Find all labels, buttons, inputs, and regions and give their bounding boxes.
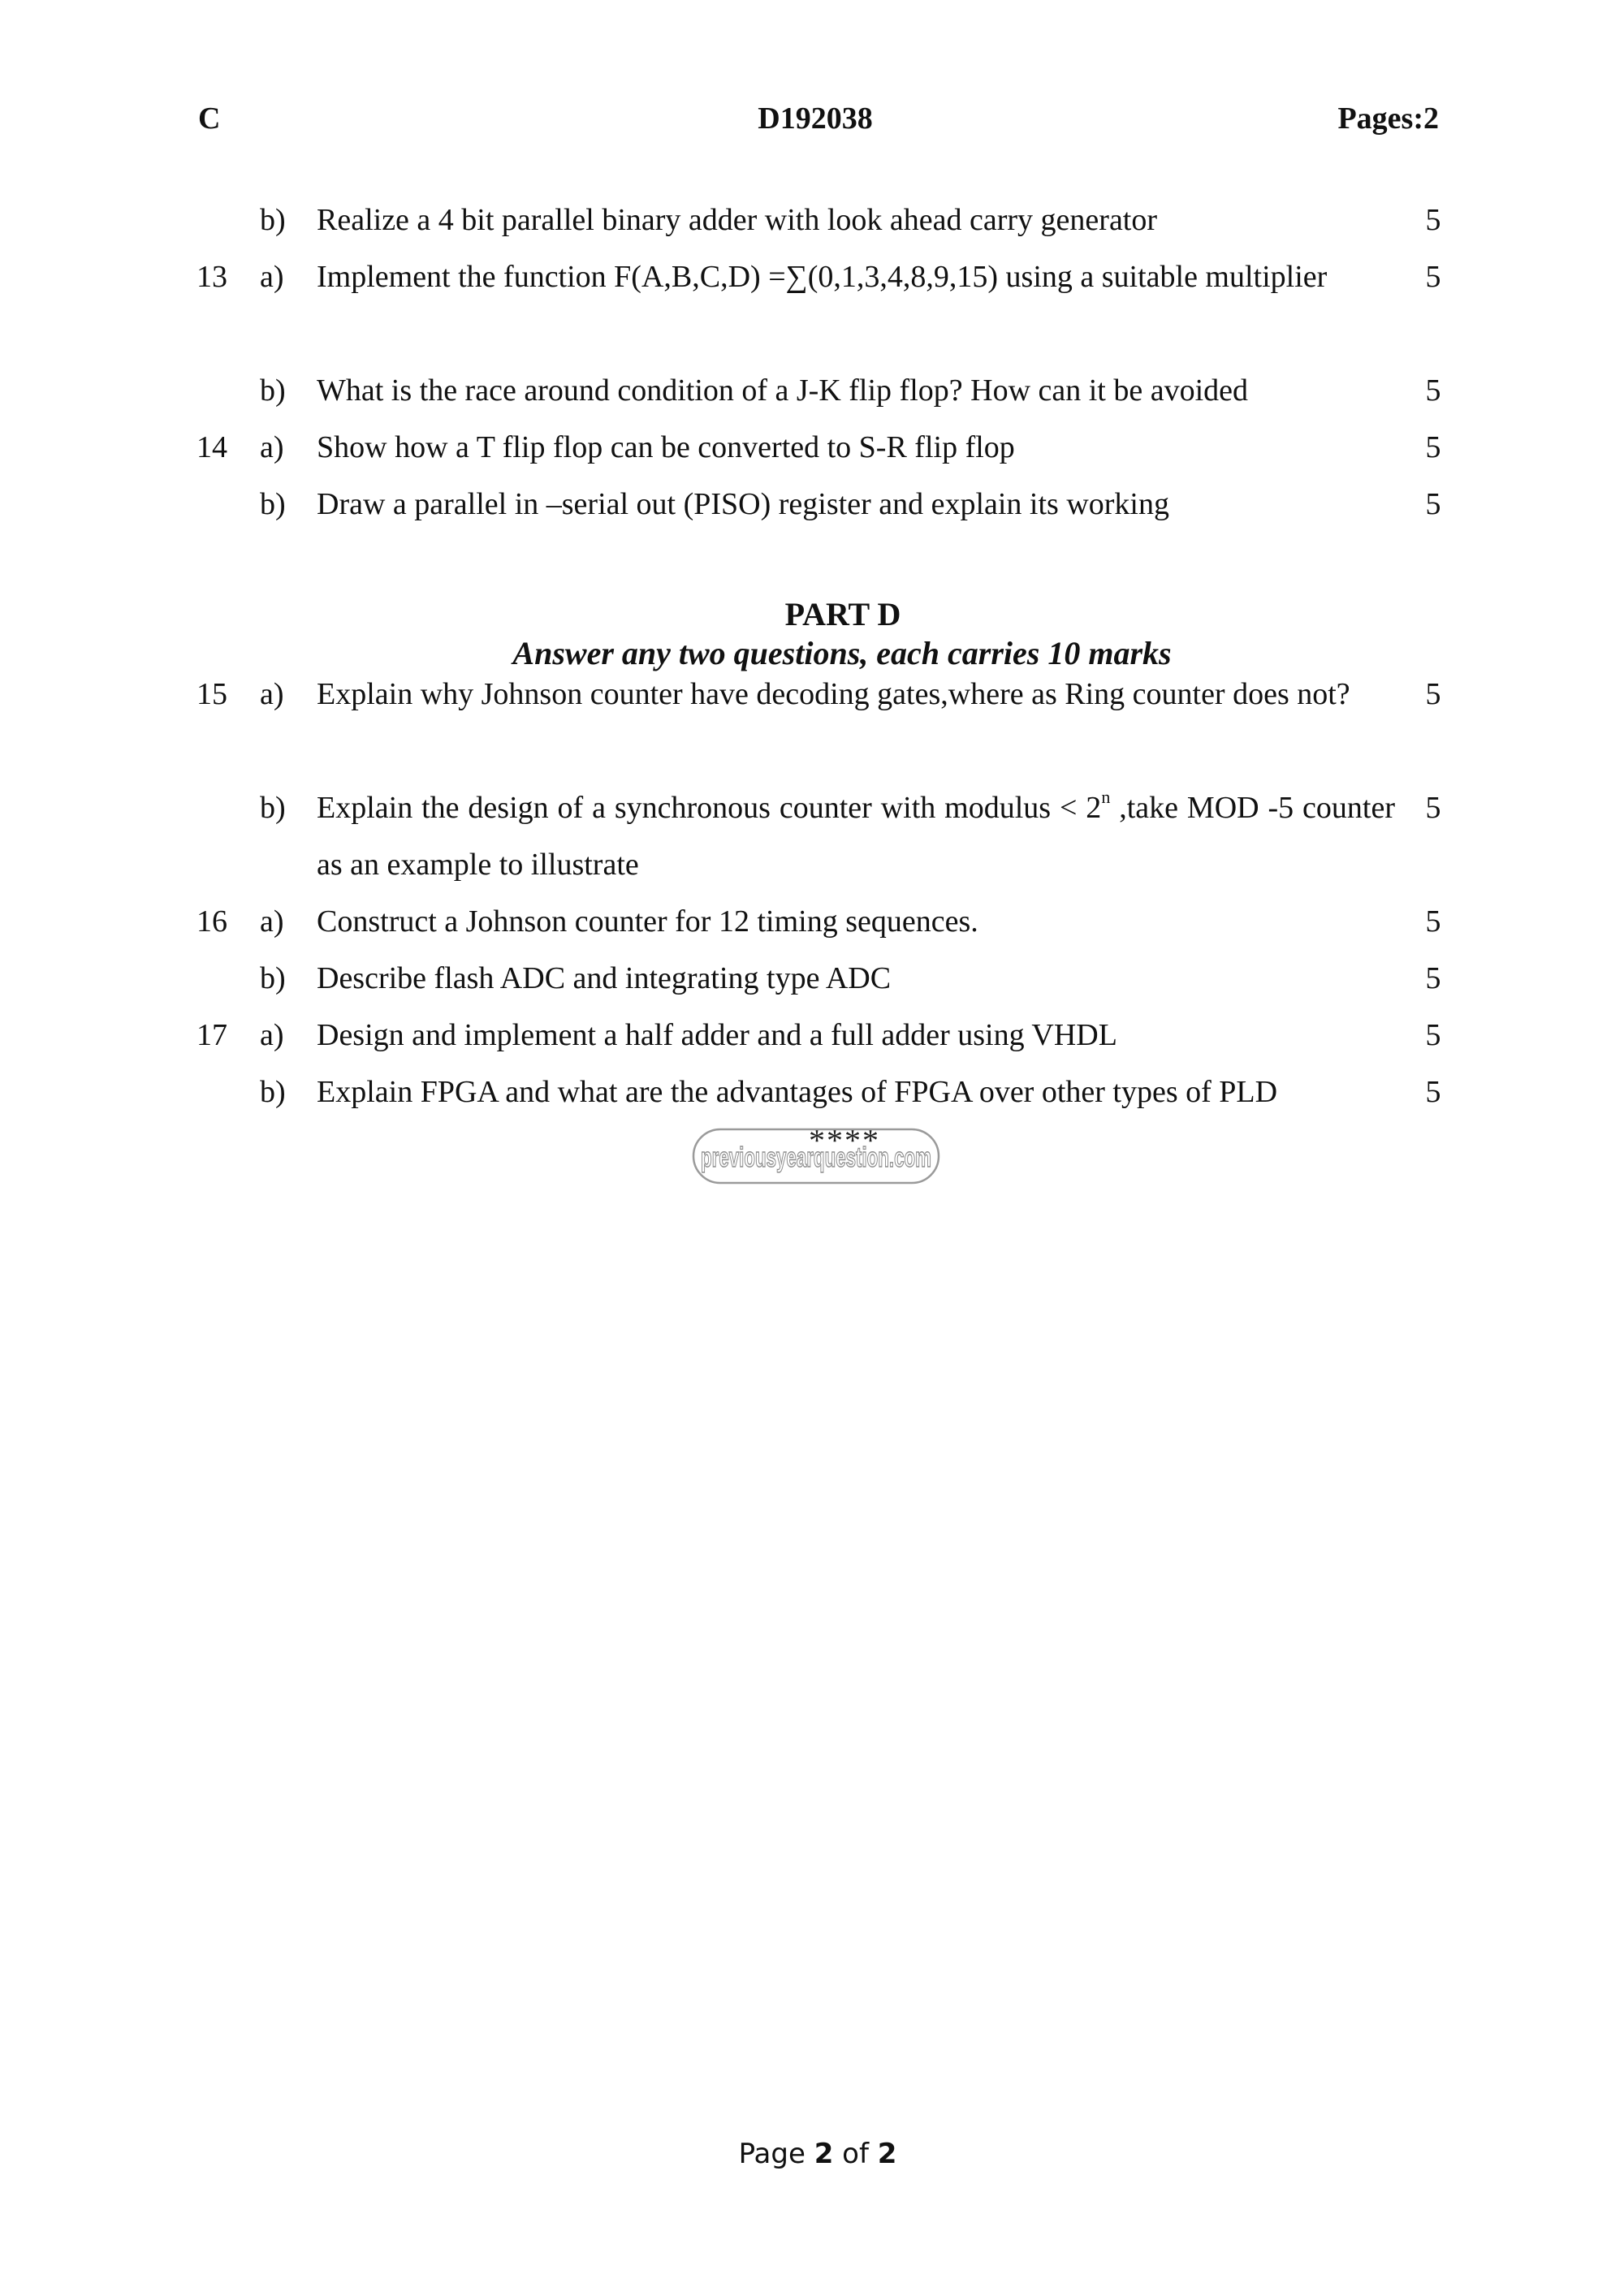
- question-part: a): [260, 430, 284, 464]
- question-part: b): [260, 1075, 286, 1109]
- question-text: [317, 779, 1395, 893]
- question-marks: 5: [1425, 904, 1441, 939]
- question-marks: 5: [1425, 1075, 1441, 1109]
- question-text: Implement the function F(A,B,C,D) =∑(0,1,3,4,8,9,15) using a suitable multiplier: [317, 260, 1328, 294]
- part-d-title: PART D: [784, 596, 901, 632]
- question-text: Realize a 4 bit parallel binary adder with look ahead carry generator: [317, 203, 1158, 237]
- question-marks: 5: [1425, 1018, 1441, 1052]
- question-marks: 5: [1425, 260, 1441, 294]
- question-number: 14: [197, 430, 227, 464]
- question-text: What is the race around condition of a J-K flip flop? How can it be avoided: [317, 373, 1249, 408]
- part-d-instruction: Answer any two questions, each carries 10 marks: [512, 635, 1172, 671]
- question-text-after: ,take MOD -5 counter as an example to illustrate: [317, 791, 1395, 882]
- question-text: Describe flash ADC and integrating type ADC: [317, 961, 892, 995]
- question-part: a): [260, 677, 284, 711]
- question-part: a): [260, 904, 284, 939]
- footer-prefix: Page: [738, 2138, 814, 2170]
- question-text: Show how a T flip flop can be converted to S-R flip flop: [317, 430, 1015, 464]
- question-part: a): [260, 260, 284, 294]
- question-part: b): [260, 203, 286, 237]
- header-section-letter: C: [198, 101, 221, 136]
- question-part: b): [260, 791, 286, 825]
- question-text: Explain FPGA and what are the advantages of FPGA over other types of PLD: [317, 1075, 1278, 1109]
- question-text: Explain why Johnson counter have decoding gates,where as Ring counter does not?: [317, 677, 1350, 711]
- question-marks: 5: [1425, 961, 1441, 995]
- question-part: b): [260, 487, 286, 521]
- question-marks: 5: [1425, 203, 1441, 237]
- page-footer: [0, 2134, 1624, 2174]
- superscript-n: n: [1101, 787, 1111, 807]
- question-part: b): [260, 961, 286, 995]
- question-number: 13: [197, 260, 227, 294]
- question-marks: 5: [1425, 487, 1441, 521]
- question-part: a): [260, 1018, 284, 1052]
- question-marks: 5: [1425, 373, 1441, 408]
- watermark-logo: [692, 1118, 940, 1194]
- footer-middle: of: [833, 2138, 878, 2170]
- question-marks: 5: [1425, 677, 1441, 711]
- question-marks: 5: [1425, 430, 1441, 464]
- question-text: Draw a parallel in –serial out (PISO) register and explain its working: [317, 487, 1169, 521]
- question-part: b): [260, 373, 286, 408]
- header-page-count: Pages:2: [1337, 101, 1439, 136]
- question-number: 17: [197, 1018, 227, 1052]
- question-text-before: Explain the design of a synchronous counter with modulus < 2: [317, 791, 1102, 825]
- footer-current-page: 2: [814, 2138, 834, 2170]
- question-text: Design and implement a half adder and a full adder using VHDL: [317, 1018, 1117, 1052]
- question-number: 16: [197, 904, 227, 939]
- watermark-text: previousyearquestion.com: [701, 1142, 931, 1173]
- question-marks: 5: [1425, 791, 1441, 825]
- question-text: Construct a Johnson counter for 12 timing sequences.: [317, 904, 978, 939]
- footer-total-pages: 2: [877, 2138, 897, 2170]
- end-marker: ****: [809, 1122, 880, 1159]
- question-number: 15: [197, 677, 227, 711]
- header-paper-code: D192038: [758, 101, 873, 136]
